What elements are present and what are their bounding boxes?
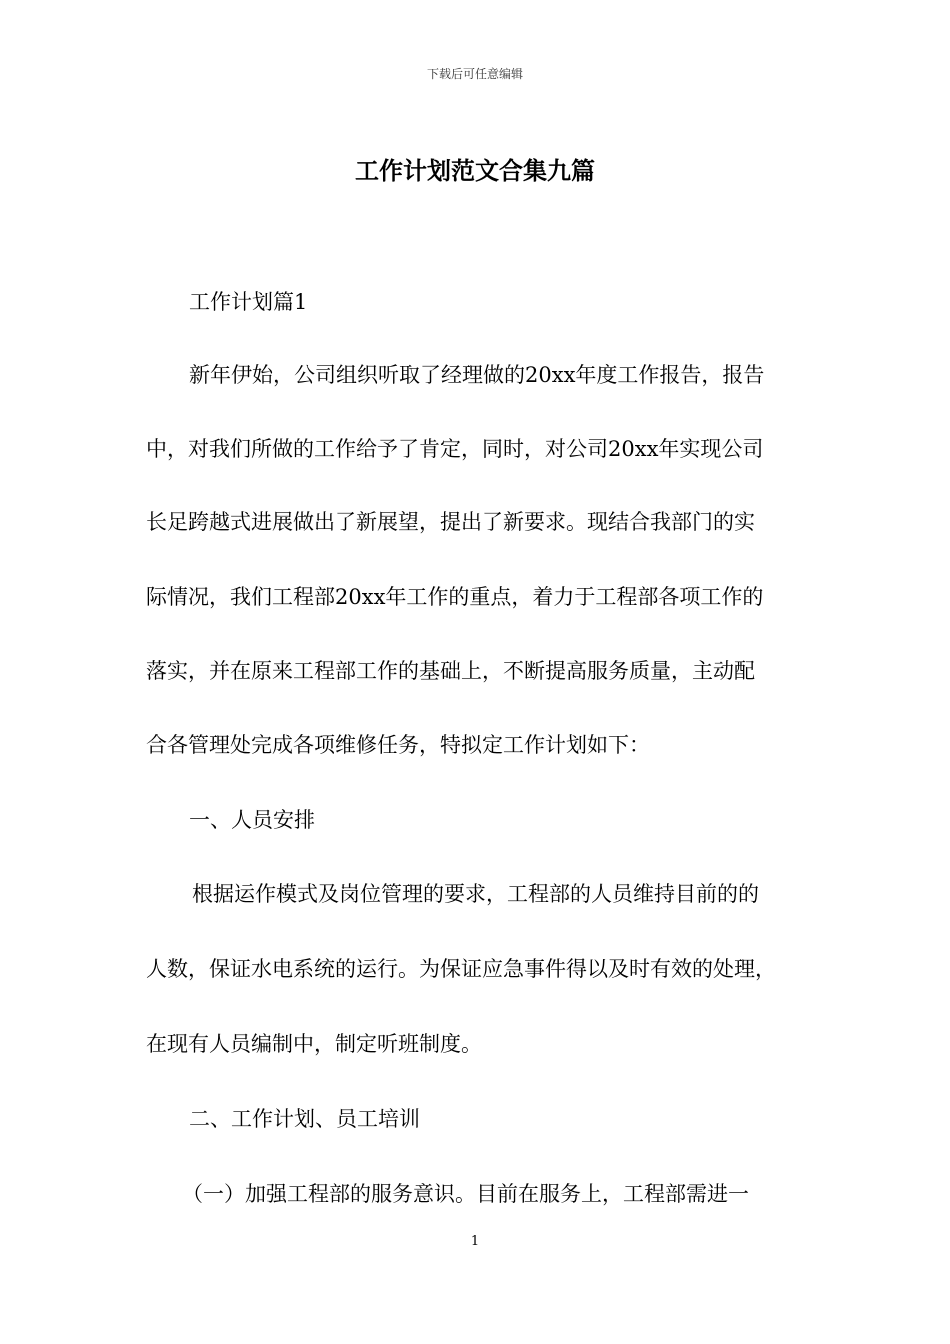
- document-title: 工作计划范文合集九篇: [355, 156, 595, 185]
- paragraph-line: 中，对我们所做的工作给予了肯定，同时，对公司20xx年实现公司: [146, 437, 764, 461]
- paragraph-line: 长足跨越式进展做出了新展望，提出了新要求。现结合我部门的实: [146, 510, 755, 534]
- paragraph-line: 合各管理处完成各项维修任务，特拟定工作计划如下：: [146, 733, 650, 757]
- paragraph-line: 人数，保证水电系统的运行。为保证应急事件得以及时有效的处理，: [146, 957, 776, 981]
- heading-staffing: 一、人员安排: [189, 808, 315, 832]
- heading-work-plan: 二、工作计划、员工培训: [189, 1107, 420, 1131]
- section-heading: 工作计划篇1: [189, 290, 308, 314]
- header-note: 下载后可任意编辑: [426, 67, 523, 81]
- paragraph-line: 际情况，我们工程部20xx年工作的重点，着力于工程部各项工作的: [146, 585, 764, 609]
- paragraph-line: 根据运作模式及岗位管理的要求，工程部的人员维持目前的的: [192, 882, 759, 906]
- paragraph-line: 在现有人员编制中，制定听班制度。: [146, 1032, 482, 1056]
- page-number: 1: [470, 1234, 480, 1249]
- paragraph-line: 新年伊始，公司组织听取了经理做的20xx年度工作报告，报告: [189, 363, 765, 387]
- paragraph-line: （一）加强工程部的服务意识。目前在服务上，工程部需进一: [182, 1182, 749, 1206]
- paragraph-line: 落实，并在原来工程部工作的基础上，不断提高服务质量，主动配: [146, 659, 755, 683]
